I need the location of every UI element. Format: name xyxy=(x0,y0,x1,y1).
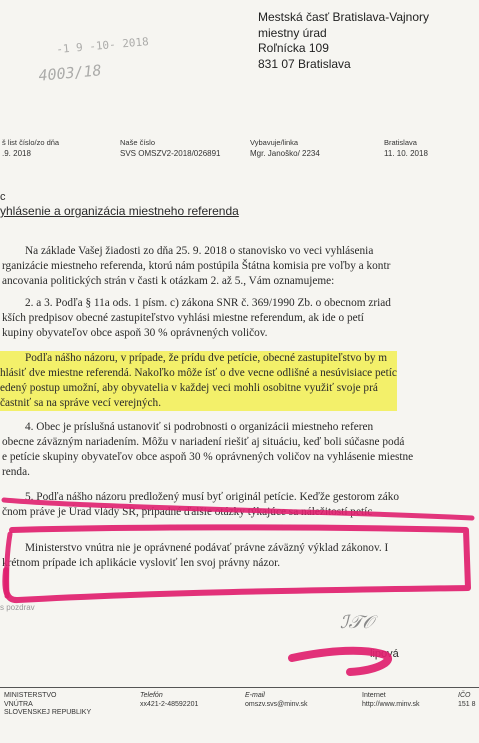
registry-stamp xyxy=(16,34,170,102)
text-line: Ministerstvo vnútra nie je oprávnené podávať právne záväzný výklad zákonov. I xyxy=(25,542,389,554)
text-line: Podľa nášho názoru, v prípade, že prídu dve petície, obecné zastupiteľstvo by m xyxy=(25,351,397,366)
ref-place-date xyxy=(384,137,428,159)
text-line: 4. Obec je príslušná ustanoviť si podrobnosti o organizácii miestneho referen xyxy=(25,421,374,433)
paragraph-3-highlighted xyxy=(0,351,397,411)
text-line: krétnom prípade ich aplikácie vysloviť len svoj právny názor. xyxy=(2,557,281,569)
footer-email xyxy=(245,692,307,709)
subject-prefix: c xyxy=(0,191,6,203)
footer-value: http://www.minv.sk xyxy=(362,700,420,708)
closing-greeting: s pozdrav xyxy=(0,603,35,612)
ref-value: 11. 10. 2018 xyxy=(384,149,428,158)
footer-label: Internet xyxy=(362,692,386,699)
subject-line: yhlásenie a organizácia miestneho referenda xyxy=(0,204,239,218)
text-line: 2. a 3. Podľa § 11a ods. 1 písm. c) zákona SNR č. 369/1990 Zb. o obecnom zriad xyxy=(25,297,391,309)
text-line: častniť sa na správe vecí verejných. xyxy=(0,396,397,411)
text-line: hlásiť dve miestne referendá. Nakoľko môže ísť o dve vecne odlišné a nesúvisiace petíc xyxy=(0,367,397,379)
text-line: čnom práve je Úrad vlády SR, prípadné ďalšie otázky týkajúce sa náležitostí petíc xyxy=(2,506,373,518)
paragraph-6 xyxy=(0,541,388,571)
signature-name: lipová xyxy=(370,648,399,660)
footer-value: 151 8 xyxy=(458,700,476,708)
ref-value: SVS OMSZV2-2018/026891 xyxy=(120,149,221,158)
address-line: 831 07 Bratislava xyxy=(258,56,351,71)
ref-label: Naše číslo xyxy=(120,138,156,147)
address-line: Roľnícka 109 xyxy=(258,41,329,55)
text-line: ancovania politických strán v časti k otázkam 2. až 5., Vám oznamujeme: xyxy=(2,275,335,287)
ref-value: Mgr. Janoško/ 2234 xyxy=(250,149,320,158)
footer-org-line: MINISTERSTVO xyxy=(4,692,57,699)
text-line: edený postup umožní, aby obyvatelia v každej veci mohli osobitne využiť svoje prá xyxy=(0,381,397,396)
recipient-address xyxy=(258,10,429,72)
text-line: rganizácie miestneho referenda, ktorú nám postúpila Štátna komisia pre voľby a kontr xyxy=(2,260,391,272)
text-line: Na základe Vašej žiadosti zo dňa 25. 9. 2018 o stanovisko vo veci vyhlásenia xyxy=(25,245,374,257)
paragraph-1 xyxy=(0,244,390,289)
text-line: kupiny obyvateľov obce aspoň 30 % oprávnených voličov. xyxy=(2,327,268,339)
paragraph-4 xyxy=(0,420,413,480)
footer-divider xyxy=(0,687,479,688)
address-line: Mestská časť Bratislava-Vajnory xyxy=(258,10,429,24)
text-line: obecne záväzným nariadením. Môžu v nariadení riešiť aj situáciu, keď boli súčasne podá xyxy=(2,436,405,448)
footer-label: Telefón xyxy=(140,692,163,699)
text-line: kších predpisov obecné zastupiteľstvo vyhlási miestne referendum, ak ide o petí xyxy=(2,312,364,324)
footer-value: xx421-2-48592201 xyxy=(140,700,199,708)
footer-org-line: VNÚTRA xyxy=(4,700,33,708)
footer-phone xyxy=(140,692,198,709)
paragraph-5 xyxy=(0,490,399,520)
ref-our-number xyxy=(120,137,221,159)
footer-org-line: SLOVENSKEJ REPUBLIKY xyxy=(4,709,92,716)
ref-value: .9. 2018 xyxy=(2,149,31,158)
handwritten-initials: ℐ𝒯𝒪 xyxy=(340,612,374,632)
ref-your-letter xyxy=(2,137,59,159)
footer-internet xyxy=(362,692,419,709)
text-line: renda. xyxy=(2,466,30,478)
footer-org xyxy=(4,692,91,718)
footer-label: E-mail xyxy=(245,692,265,699)
address-line: miestny úrad xyxy=(258,25,327,40)
ref-label: Vybavuje/linka xyxy=(250,138,299,147)
footer-ico xyxy=(458,692,476,709)
stamp-number: 4003/18 xyxy=(37,61,103,85)
footer-label: IČO xyxy=(458,692,471,699)
text-line: e petície skupiny obyvateľov obce aspoň 30 % oprávnených voličov na vyhlásenie miestne xyxy=(2,451,414,463)
ref-label: Bratislava xyxy=(384,138,417,147)
paragraph-2 xyxy=(0,296,391,341)
ref-label: š list číslo/zo dňa xyxy=(2,138,60,147)
text-line: 5. Podľa nášho názoru predložený musí byť originál petície. Keďže gestorom záko xyxy=(25,491,400,503)
ref-handled-by xyxy=(250,137,320,159)
stamp-date: -1 9 -10- 2018 xyxy=(55,35,150,57)
footer-value: omszv.svs@minv.sk xyxy=(245,700,308,708)
